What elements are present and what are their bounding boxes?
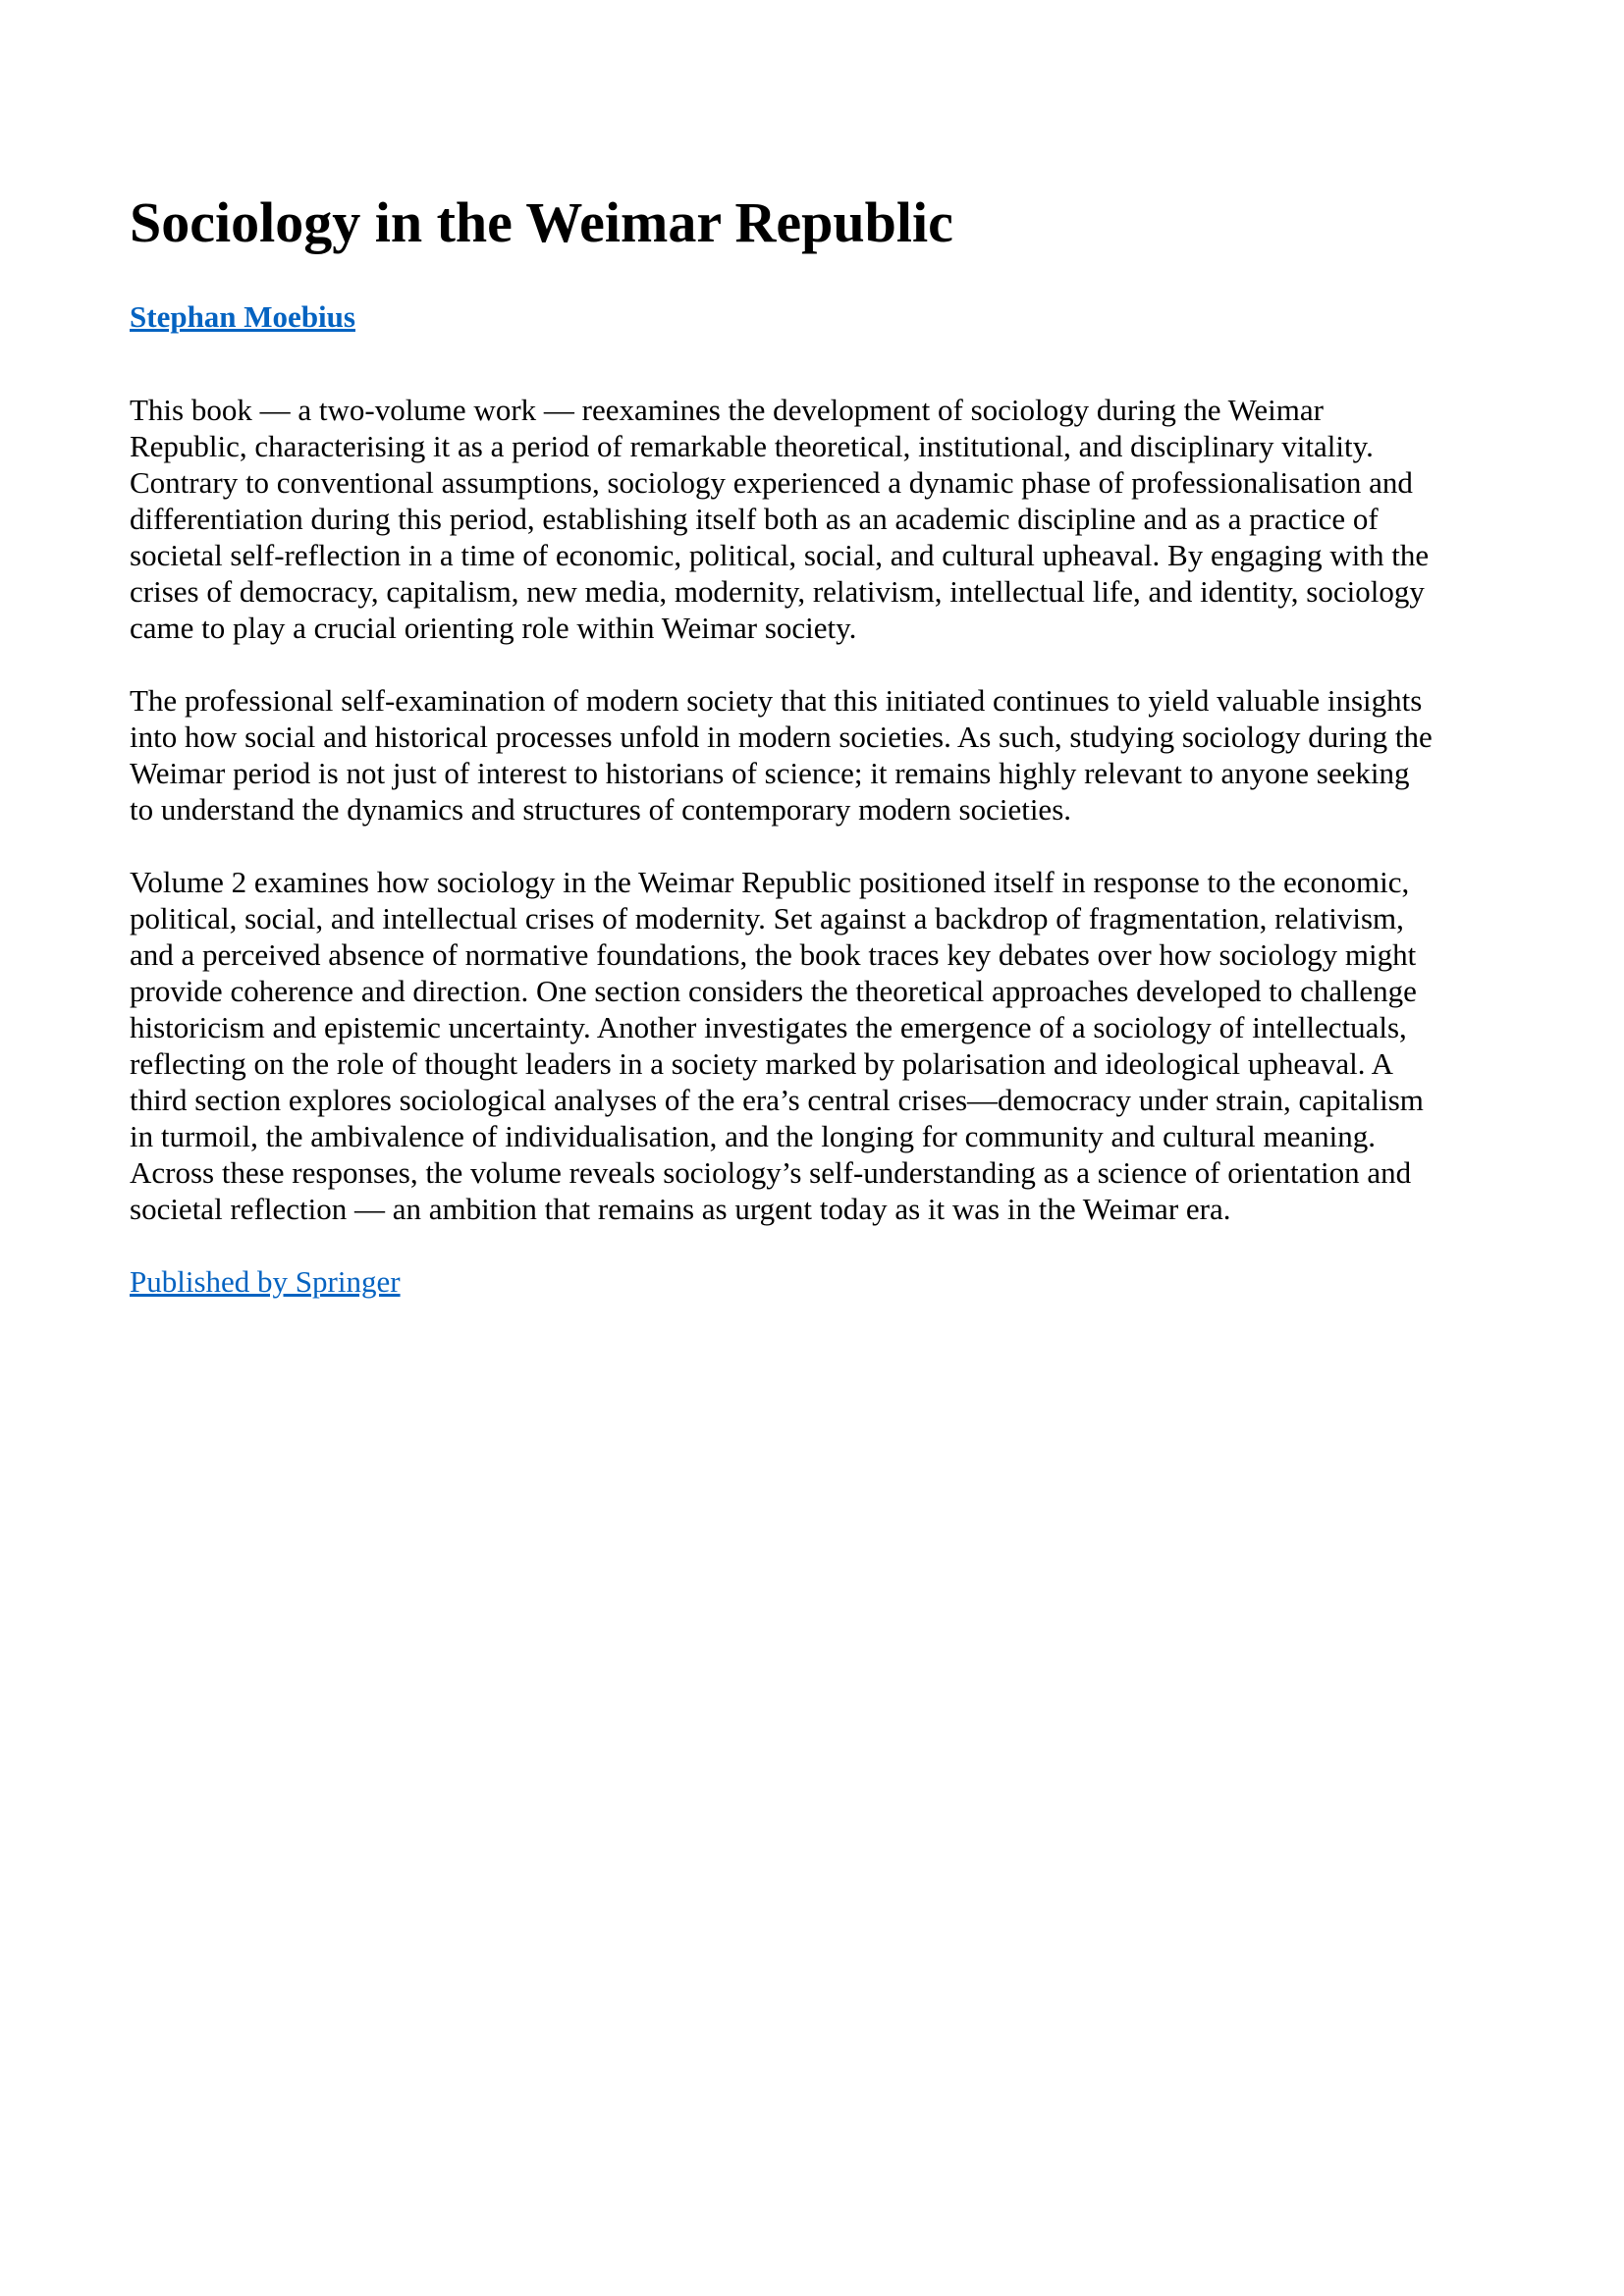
paragraph-book-overview: This book — a two-volume work — reexamines the development of sociology during the Weimar Republic, characterising it as a period of remarkable theoretical, institutional, and disciplinary vitality. Contrary to conventional assumptions, sociology experienced a dynamic phase of professionalisation and differentiation during this period, establishing itself both as an academic discipline and as a practice of societal self-reflection in a time of economic, political, social, and cultural upheaval. By engaging with the crises of democracy, capitalism, new media, modernity, relativism, intellectual life, and identity, sociology came to play a crucial orienting role within Weimar society. [130,392,1430,645]
paragraph-volume-2: Volume 2 examines how sociology in the Weimar Republic positioned itself in response to the economic, political, social, and intellectual crises of modernity. Set against a backdrop of fragmentation, relativism, and a perceived absence of normative foundations, the book traces key debates over how sociology might provide coherence and direction. One section considers the theoretical approaches developed to challenge historicism and epistemic uncertainty. Another investigates the emergence of a sociology of intellectuals, reflecting on the role of thought leaders in a society marked by polarisation and ideological upheaval. A third section explores sociological analyses of the era’s central crises—democracy under strain, capitalism in turmoil, the ambivalence of individualisation, and the longing for community and cultural meaning. Across these responses, the volume reveals sociology’s self-understanding as a science of orientation and societal reflection — an ambition that remains as urgent today as it was in the Weimar era. [130,864,1424,1226]
paragraph-relevance: The professional self-examination of modern society that this initiated continues to yield valuable insights into how social and historical processes unfold in modern societies. As such, studying sociology during the Weimar period is not just of interest to historians of science; it remains highly relevant to anyone seeking to understand the dynamics and structures of contemporary modern societies. [130,682,1433,827]
page-title: Sociology in the Weimar Republic [130,190,953,254]
publisher-link[interactable]: Published by Springer [130,1263,401,1299]
publisher-line [130,1263,1437,1300]
author-line [130,298,1437,335]
author-link[interactable]: Stephan Moebius [130,298,355,334]
